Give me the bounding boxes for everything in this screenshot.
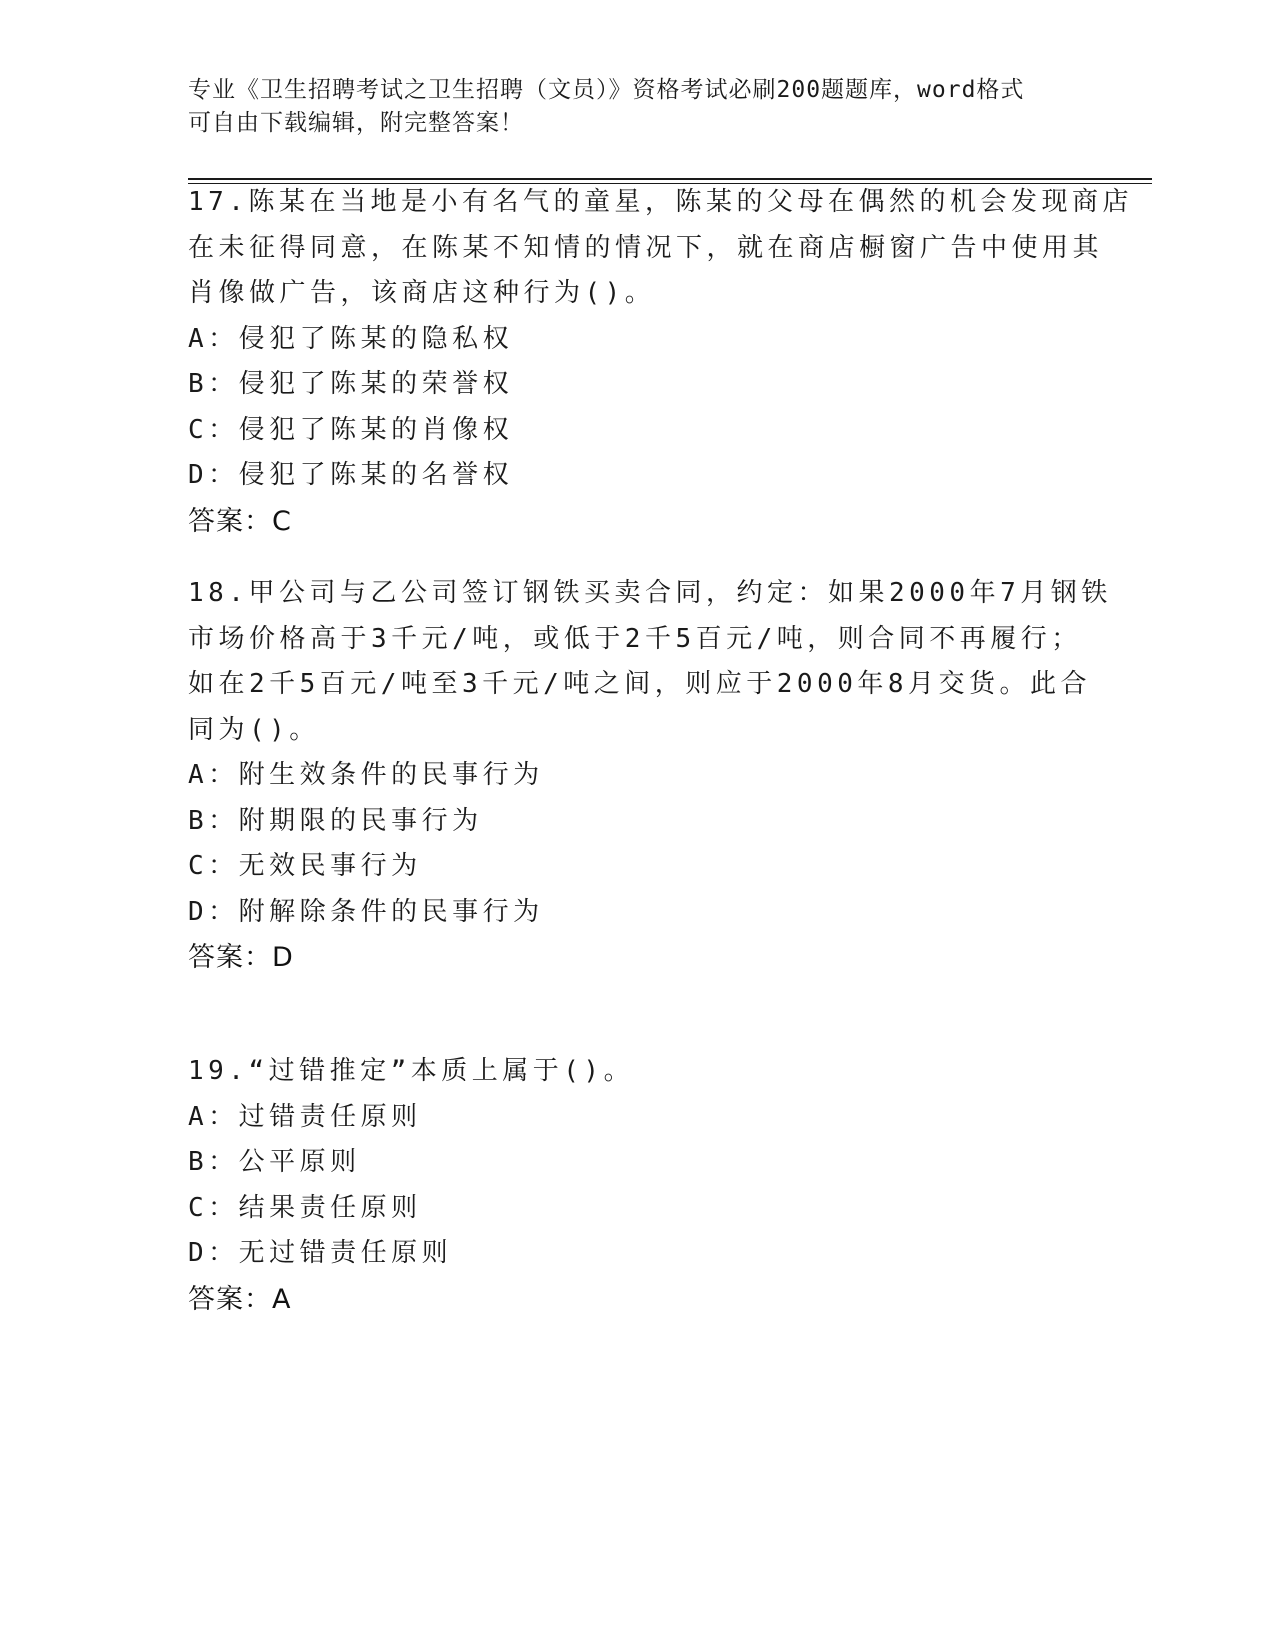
option-d: D：附解除条件的民事行为	[188, 896, 544, 927]
question-text-line: 在未征得同意，在陈某不知情的情况下，就在商店橱窗广告中使用其	[188, 232, 1104, 263]
question-text	[188, 1049, 1088, 1095]
question-text	[188, 571, 1112, 753]
option-a: A：附生效条件的民事行为	[188, 760, 544, 790]
header-line-2: 可自由下载编辑，附完整答案！	[188, 110, 524, 136]
answer: 答案：D	[188, 942, 294, 973]
option-a: A：侵犯了陈某的隐私权	[188, 323, 514, 354]
option-b: B：侵犯了陈某的荣誉权	[188, 369, 514, 399]
option-b: B：附期限的民事行为	[188, 805, 483, 836]
question-text-line: 18.甲公司与乙公司签订钢铁买卖合同，约定：如果2000年7月钢铁	[188, 578, 1112, 608]
option-a: A：过错责任原则	[188, 1101, 422, 1132]
question-18	[188, 571, 1112, 981]
option-c: C：结果责任原则	[188, 1192, 422, 1223]
question-text-line: 市场价格高于3千元/吨，或低于2千5百元/吨，则合同不再履行；	[188, 623, 1082, 654]
question-text-line: 19.“过错推定”本质上属于()。	[188, 1056, 635, 1086]
question-text	[188, 180, 1133, 317]
option-c: C：无效民事行为	[188, 851, 422, 881]
option-b: B：公平原则	[188, 1147, 361, 1177]
header-line-1: 专业《卫生招聘考试之卫生招聘（文员）》资格考试必刷200题题库，word格式	[188, 77, 1025, 103]
question-text-line: 肖像做广告，该商店这种行为()。	[188, 278, 656, 308]
question-text-line: 同为()。	[188, 714, 320, 745]
question-text-line: 17.陈某在当地是小有名气的童星，陈某的父母在偶然的机会发现商店	[188, 187, 1133, 217]
question-19	[188, 1049, 1088, 1323]
answer: 答案：A	[188, 1283, 292, 1315]
question-17	[188, 180, 1133, 545]
answer: 答案：C	[188, 505, 292, 537]
option-d: D：侵犯了陈某的名誉权	[188, 460, 514, 490]
document-header	[188, 74, 1088, 140]
option-c: C：侵犯了陈某的肖像权	[188, 414, 514, 445]
option-d: D：无过错责任原则	[188, 1238, 453, 1268]
question-text-line: 如在2千5百元/吨至3千元/吨之间，则应于2000年8月交货。此合	[188, 669, 1092, 699]
